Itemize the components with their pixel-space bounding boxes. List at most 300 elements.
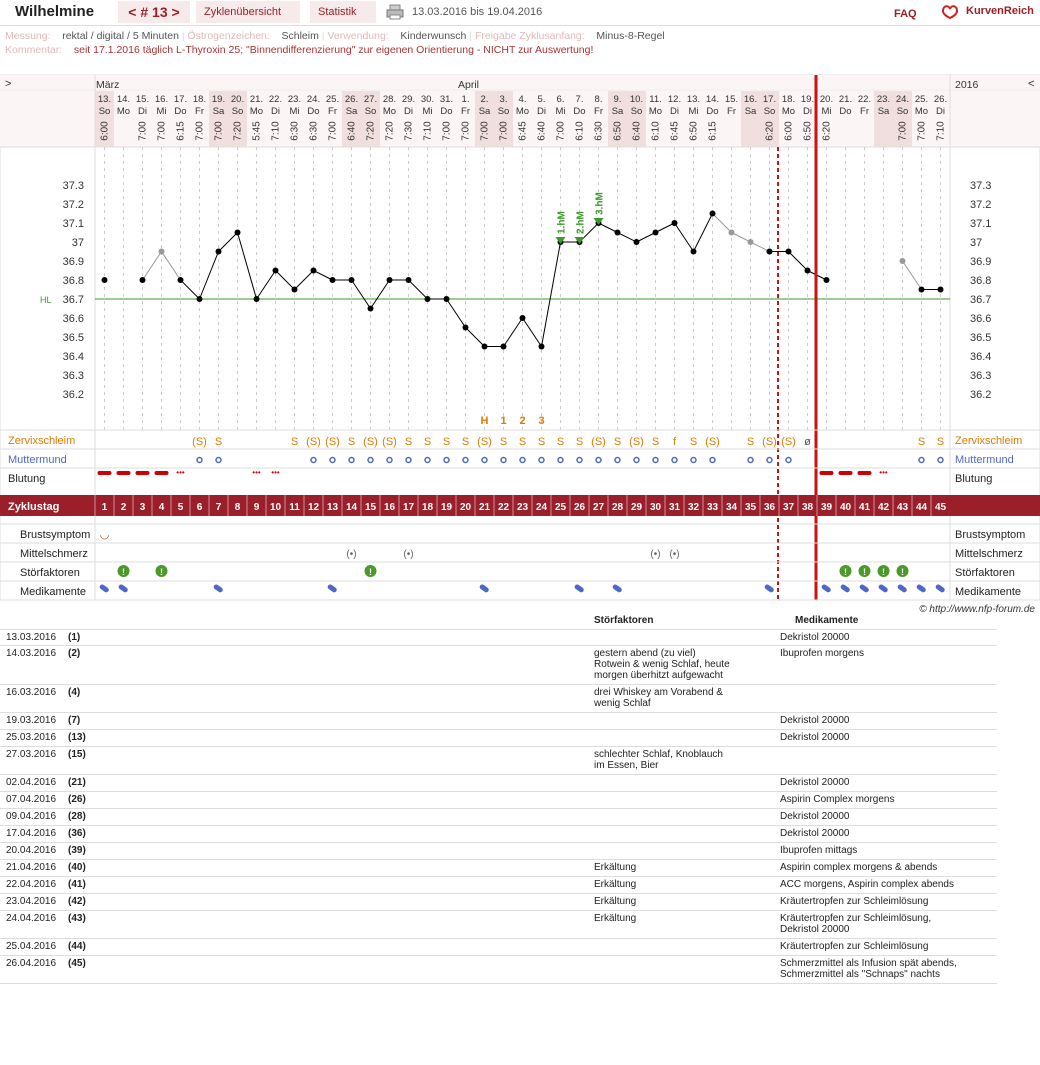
- row-date: 27.03.2016: [6, 749, 57, 760]
- day-number: 19.: [800, 94, 815, 105]
- temp-point: [672, 220, 678, 226]
- date-range: 13.03.2016 bis 19.04.2016: [412, 6, 543, 18]
- freigabe-value: Minus-8-Regel: [596, 30, 665, 42]
- day-number: 4.: [518, 94, 527, 105]
- day-number: 31.: [439, 94, 454, 105]
- weekday-label: Mo: [781, 106, 796, 117]
- row-medikament: Dekristol 20000: [780, 811, 850, 822]
- tab-zyklenuebersicht[interactable]: Zyklenübersicht: [196, 1, 300, 23]
- day-number: 16.: [743, 94, 758, 105]
- zervix-value: S: [499, 436, 508, 448]
- row-cycle-day: (42): [68, 896, 86, 907]
- zervix-value: S: [575, 436, 584, 448]
- table-row: [0, 747, 997, 775]
- measure-time: 7:00: [194, 121, 206, 141]
- temp-point: [824, 277, 830, 283]
- temp-point: [311, 268, 317, 274]
- measure-time: 6:10: [574, 121, 586, 141]
- y-tick-label: 36.8: [62, 275, 84, 287]
- row-date: 02.04.2016: [6, 777, 57, 788]
- row-label-right-zervix: Zervixschleim: [955, 435, 1023, 447]
- row-stoerfaktor: gestern abend (zu viel) Rotwein & wenig Schlaf, heute morgen überhitzt aufgewacht: [594, 648, 730, 681]
- measure-time: 6:20: [821, 121, 833, 141]
- measure-time: 7:00: [441, 121, 453, 141]
- temp-point: [197, 296, 203, 302]
- row-cycle-day: (7): [68, 715, 81, 726]
- weekday-label: Mo: [382, 106, 397, 117]
- row-medikament: Aspirin Complex morgens: [780, 794, 895, 805]
- temp-point: [938, 287, 944, 293]
- copyright-link: © http://www.nfp-forum.de: [919, 604, 1035, 615]
- y-tick-label-right: 36.3: [970, 370, 992, 382]
- zervix-value: S: [537, 436, 546, 448]
- y-tick-label: 36.7: [62, 294, 84, 306]
- measure-time: 6:15: [707, 121, 719, 141]
- peak-label: 2: [519, 415, 526, 427]
- zervix-value: (S): [477, 436, 492, 448]
- zervix-value: S: [290, 436, 299, 448]
- row-label-right-mittel: Mittelschmerz: [955, 548, 1023, 560]
- row-medikament: Ibuprofen mittags: [780, 845, 858, 856]
- row-medikament: Schmerzmittel als Infusion spät abends, Schmerzmittel als "Schnaps" nachts: [780, 958, 957, 980]
- day-number: 23.: [876, 94, 891, 105]
- row-cycle-day: (4): [68, 687, 81, 698]
- y-tick-label: 37.2: [62, 199, 84, 211]
- row-cycle-day: (15): [68, 749, 86, 760]
- weekday-label: Di: [271, 106, 280, 117]
- weekday-label: Mi: [156, 106, 167, 117]
- temp-point: [900, 258, 906, 264]
- brand-name[interactable]: KurvenReich: [966, 5, 1034, 17]
- zyklustag-number: 45: [934, 502, 947, 513]
- zervix-value: S: [689, 436, 698, 448]
- zervix-value: S: [461, 436, 470, 448]
- measure-time: 7:20: [232, 121, 244, 141]
- day-number: 15.: [724, 94, 739, 105]
- y-tick-label: 36.5: [62, 332, 84, 344]
- row-date: 07.04.2016: [6, 794, 57, 805]
- day-number: 17.: [762, 94, 777, 105]
- row-cycle-day: (21): [68, 777, 86, 788]
- weekday-label: Fr: [727, 106, 736, 117]
- stoerfaktor-icon-mark: !: [901, 567, 904, 577]
- weekday-label: Fr: [860, 106, 869, 117]
- row-cycle-day: (26): [68, 794, 86, 805]
- cycle-nav-button[interactable]: < # 13 >: [118, 1, 190, 23]
- y-tick-label-right: 37.2: [970, 199, 992, 211]
- row-cycle-day: (36): [68, 828, 86, 839]
- measure-time: 7:10: [422, 121, 434, 141]
- weekday-label: Mi: [422, 106, 433, 117]
- zervix-value: (S): [382, 436, 397, 448]
- zyklustag-number: 41: [858, 502, 871, 513]
- stoerfaktor-icon-mark: !: [122, 567, 125, 577]
- bleeding-mark: [155, 471, 169, 475]
- y-tick-label: 36.3: [62, 370, 84, 382]
- zervix-value: (S): [629, 436, 644, 448]
- row-medikament: Kräutertropfen zur Schleimlösung, Dekristol 20000: [780, 913, 932, 935]
- measure-time: 7:10: [270, 121, 282, 141]
- day-number: 27.: [363, 94, 378, 105]
- mittelschmerz-icon: (•): [669, 549, 680, 560]
- temp-point: [691, 249, 697, 255]
- weekday-label: Di: [404, 106, 413, 117]
- measure-time: 6:45: [517, 121, 529, 141]
- temp-point: [634, 239, 640, 245]
- y-tick-label-right: 36.9: [970, 256, 992, 268]
- day-number: 14.: [116, 94, 131, 105]
- y-tick-label-right: 37: [970, 237, 983, 249]
- zervix-value: S: [404, 436, 413, 448]
- bleeding-mark: [839, 471, 853, 475]
- row-label-stoer: Störfaktoren: [20, 567, 80, 579]
- weekday-label: Di: [537, 106, 546, 117]
- zyklustag-number: 8: [234, 502, 241, 513]
- zervix-value: ø: [804, 436, 811, 448]
- day-number: 5.: [537, 94, 546, 105]
- day-number: 2.: [480, 94, 489, 105]
- row-cycle-day: (13): [68, 732, 86, 743]
- measure-time: 7:00: [156, 121, 168, 141]
- zervix-value: S: [347, 436, 356, 448]
- weekday-label: Do: [573, 106, 586, 117]
- row-medikament: Dekristol 20000: [780, 732, 850, 743]
- zyklustag-number: 27: [592, 502, 605, 513]
- row-label-zervix: Zervixschleim: [8, 435, 76, 447]
- measure-time: 7:00: [555, 121, 567, 141]
- y-tick-label: 36.4: [62, 351, 84, 363]
- zyklustag-number: 33: [706, 502, 719, 513]
- measure-time: 6:00: [99, 121, 111, 141]
- hl-label: HL: [40, 295, 52, 305]
- temp-point: [786, 249, 792, 255]
- measure-time: 5:45: [251, 121, 263, 141]
- temp-point: [406, 277, 412, 283]
- zyklustag-number: 23: [516, 502, 529, 513]
- temp-point: [767, 249, 773, 255]
- row-label-mittel: Mittelschmerz: [20, 548, 88, 560]
- zervix-value: S: [651, 436, 660, 448]
- measure-time: 7:00: [916, 121, 928, 141]
- y-tick-label-right: 36.2: [970, 389, 992, 401]
- row-medikament: Ibuprofen morgens: [780, 648, 864, 659]
- measure-time: 6:40: [631, 121, 643, 141]
- kommentar-label: Kommentar:: [5, 44, 63, 56]
- measure-time: 6:50: [612, 121, 624, 141]
- day-number: 1.: [461, 94, 470, 105]
- messung-value: rektal / digital / 5 Minuten: [62, 30, 179, 42]
- row-cycle-day: (41): [68, 879, 86, 890]
- y-tick-label: 37.1: [62, 218, 84, 230]
- y-tick-label: 37: [71, 237, 84, 249]
- oestro-value: Schleim: [281, 30, 319, 42]
- zyklustag-number: 9: [253, 502, 260, 513]
- zyklustag-number: 21: [478, 502, 491, 513]
- zyklustag-number: 38: [801, 502, 814, 513]
- stoerfaktor-icon-mark: !: [369, 567, 372, 577]
- weekday-label: Fr: [594, 106, 603, 117]
- table-row: [0, 911, 997, 939]
- mittelschmerz-icon: (•): [346, 549, 357, 560]
- table-row: [0, 860, 997, 877]
- day-number: 7.: [575, 94, 584, 105]
- row-date: 26.04.2016: [6, 958, 57, 969]
- bleeding-mark: [117, 471, 131, 475]
- y-tick-label: 36.2: [62, 389, 84, 401]
- stoerfaktor-icon-mark: !: [160, 567, 163, 577]
- zyklustag-number: 22: [497, 502, 510, 513]
- zyklustag-number: 1: [101, 502, 108, 513]
- zervix-value: S: [442, 436, 451, 448]
- peak-label: H: [480, 415, 489, 427]
- measure-time: 6:50: [688, 121, 700, 141]
- day-number: 30.: [420, 94, 435, 105]
- row-cycle-day: (28): [68, 811, 86, 822]
- table-row: [0, 685, 997, 713]
- stoerfaktor-icon-mark: !: [882, 567, 885, 577]
- zervix-value: S: [917, 436, 926, 448]
- weekday-label: Sa: [611, 106, 624, 117]
- zyklustag-number: 20: [459, 502, 472, 513]
- header-medikamente: Medikamente: [795, 615, 859, 626]
- row-label-right-brust: Brustsymptom: [955, 529, 1026, 541]
- zervix-value: S: [746, 436, 755, 448]
- temp-point: [729, 230, 735, 236]
- weekday-label: Mi: [555, 106, 566, 117]
- weekday-label: Mo: [249, 106, 264, 117]
- temp-point: [425, 296, 431, 302]
- zyklustag-number: 42: [877, 502, 890, 513]
- zervix-value: S: [556, 436, 565, 448]
- temp-point: [520, 315, 526, 321]
- day-number: 8.: [594, 94, 603, 105]
- weekday-label: Do: [174, 106, 187, 117]
- zyklustag-number: 25: [554, 502, 567, 513]
- nav-left-button[interactable]: >: [5, 78, 12, 90]
- temp-point: [254, 296, 260, 302]
- hm-label: 3.hM: [594, 192, 606, 215]
- weekday-label: So: [763, 106, 776, 117]
- spotting-mark: •••: [271, 468, 280, 477]
- zervix-value: S: [518, 436, 527, 448]
- month-label: März: [96, 79, 120, 91]
- measure-time: 7:00: [137, 121, 149, 141]
- zervix-value: S: [214, 436, 223, 448]
- row-date: 17.04.2016: [6, 828, 57, 839]
- day-number: 18.: [192, 94, 207, 105]
- temp-point: [349, 277, 355, 283]
- weekday-label: So: [896, 106, 909, 117]
- weekday-label: Sa: [212, 106, 225, 117]
- row-cycle-day: (43): [68, 913, 86, 924]
- zyklustag-number: 30: [649, 502, 662, 513]
- day-number: 22.: [857, 94, 872, 105]
- day-number: 26.: [933, 94, 948, 105]
- measure-time: 6:30: [308, 121, 320, 141]
- spotting-mark: •••: [879, 468, 888, 477]
- measure-time: 6:30: [593, 121, 605, 141]
- weekday-label: Mo: [648, 106, 663, 117]
- row-date: 20.04.2016: [6, 845, 57, 856]
- measure-time: 6:10: [650, 121, 662, 141]
- weekday-label: Sa: [877, 106, 890, 117]
- day-number: 21.: [838, 94, 853, 105]
- weekday-label: So: [98, 106, 111, 117]
- temp-point: [482, 344, 488, 350]
- zyklustag-number: 11: [289, 502, 300, 513]
- weekday-label: Sa: [345, 106, 358, 117]
- faq-link[interactable]: FAQ: [894, 8, 917, 20]
- row-label-right-medi: Medikamente: [955, 586, 1022, 598]
- zyklustag-number: 26: [573, 502, 586, 513]
- table-row: [0, 894, 997, 911]
- temp-point: [387, 277, 393, 283]
- table-row: [0, 826, 997, 843]
- weekday-label: Fr: [328, 106, 337, 117]
- measure-time: 6:40: [346, 121, 358, 141]
- temp-point: [501, 344, 507, 350]
- day-number: 17.: [173, 94, 188, 105]
- row-date: 21.04.2016: [6, 862, 57, 873]
- temp-point: [102, 277, 108, 283]
- bleeding-mark: [98, 471, 112, 475]
- zyklustag-number: 43: [896, 502, 909, 513]
- zyklustag-number: 31: [668, 502, 681, 513]
- measure-time: 7:20: [365, 121, 377, 141]
- measure-time: 7:30: [403, 121, 415, 141]
- day-number: 25.: [325, 94, 340, 105]
- temp-point: [330, 277, 336, 283]
- table-row: [0, 809, 997, 826]
- row-medikament: Dekristol 20000: [780, 715, 850, 726]
- day-number: 6.: [556, 94, 565, 105]
- zervix-value: f: [672, 436, 677, 448]
- weekday-label: So: [497, 106, 510, 117]
- weekday-label: Mo: [515, 106, 530, 117]
- zervix-value: (S): [591, 436, 606, 448]
- zervix-value: (S): [705, 436, 720, 448]
- day-number: 13.: [686, 94, 701, 105]
- temp-point: [710, 211, 716, 217]
- printer-icon[interactable]: [386, 4, 404, 20]
- row-cycle-day: (44): [68, 941, 86, 952]
- weekday-label: So: [364, 106, 377, 117]
- day-number: 29.: [401, 94, 416, 105]
- weekday-label: Di: [670, 106, 679, 117]
- measure-time: 7:00: [479, 121, 491, 141]
- row-medikament: Kräutertropfen zur Schleimlösung: [780, 896, 929, 907]
- day-number: 24.: [895, 94, 910, 105]
- table-row: [0, 713, 997, 730]
- freigabe-label: Freigabe Zyklusanfang:: [474, 30, 585, 42]
- y-tick-label: 36.9: [62, 256, 84, 268]
- weekday-label: Do: [307, 106, 320, 117]
- row-cycle-day: (39): [68, 845, 86, 856]
- measure-time: 6:00: [783, 121, 795, 141]
- month-label: April: [458, 79, 480, 91]
- weekday-label: Di: [138, 106, 147, 117]
- zyklustag-number: 13: [326, 502, 339, 513]
- zyklustag-number: 18: [421, 502, 434, 513]
- y-tick-label-right: 36.7: [970, 294, 992, 306]
- day-number: 13.: [97, 94, 112, 105]
- table-row: [0, 792, 997, 809]
- row-date: 23.04.2016: [6, 896, 57, 907]
- zyklustag-number: 35: [744, 502, 757, 513]
- measure-time: 6:15: [175, 121, 187, 141]
- temp-point: [235, 230, 241, 236]
- row-cycle-day: (2): [68, 648, 81, 659]
- temp-point: [159, 249, 165, 255]
- peak-label: 3: [538, 415, 545, 427]
- tab-statistik[interactable]: Statistik: [310, 1, 376, 23]
- table-row: [0, 843, 997, 860]
- temp-point: [615, 230, 621, 236]
- temp-point: [748, 239, 754, 245]
- zyklustag-number: 37: [782, 502, 795, 513]
- row-stoerfaktor: drei Whiskey am Vorabend & wenig Schlaf: [594, 687, 723, 709]
- temp-point: [444, 296, 450, 302]
- row-stoerfaktor: Erkältung: [594, 896, 637, 907]
- zervix-value: (S): [325, 436, 340, 448]
- zervix-value: S: [936, 436, 945, 448]
- hm-label: 1.hM: [556, 211, 568, 234]
- day-number: 24.: [306, 94, 321, 105]
- y-tick-label-right: 37.3: [970, 180, 992, 192]
- zyklustag-number: 17: [402, 502, 415, 513]
- day-number: 18.: [781, 94, 796, 105]
- user-name: Wilhelmine: [15, 3, 95, 20]
- zervix-value: (S): [762, 436, 777, 448]
- zyklustag-number: 32: [687, 502, 700, 513]
- nav-right-button[interactable]: <: [1028, 78, 1035, 90]
- measure-time: 6:40: [536, 121, 548, 141]
- row-stoerfaktor: Erkältung: [594, 879, 637, 890]
- zyklustag-number: 44: [915, 502, 928, 513]
- measure-time: 6:20: [764, 121, 776, 141]
- y-tick-label-right: 36.4: [970, 351, 992, 363]
- zyklustag-number: 2: [120, 502, 127, 513]
- day-number: 25.: [914, 94, 929, 105]
- zervix-value: (S): [192, 436, 207, 448]
- weekday-label: Mi: [289, 106, 300, 117]
- row-date: 25.04.2016: [6, 941, 57, 952]
- zyklustag-number: 7: [215, 502, 222, 513]
- row-medikament: Dekristol 20000: [780, 828, 850, 839]
- temp-point: [653, 230, 659, 236]
- measure-time: 7:00: [213, 121, 225, 141]
- row-medikament: Dekristol 20000: [780, 632, 850, 643]
- zyklustag-number: 39: [820, 502, 833, 513]
- day-number: 28.: [382, 94, 397, 105]
- zyklustag-number: 3: [139, 502, 146, 513]
- peak-label: 1: [500, 415, 507, 427]
- zyklustag-number: 29: [630, 502, 643, 513]
- verwendung-label: Verwendung:: [327, 30, 389, 42]
- table-row: [0, 629, 997, 646]
- temp-point: [919, 287, 925, 293]
- measure-time: 7:00: [897, 121, 909, 141]
- temp-point: [140, 277, 146, 283]
- y-tick-label-right: 36.6: [970, 313, 992, 325]
- zyklustag-number: 5: [177, 502, 184, 513]
- row-stoerfaktor: schlechter Schlaf, Knoblauch im Essen, Bier: [594, 749, 723, 771]
- row-stoerfaktor: Erkältung: [594, 862, 637, 873]
- row-medikament: Aspirin complex morgens & abends: [780, 862, 938, 873]
- y-tick-label-right: 37.1: [970, 218, 992, 230]
- row-cycle-day: (45): [68, 958, 86, 969]
- temp-point: [805, 268, 811, 274]
